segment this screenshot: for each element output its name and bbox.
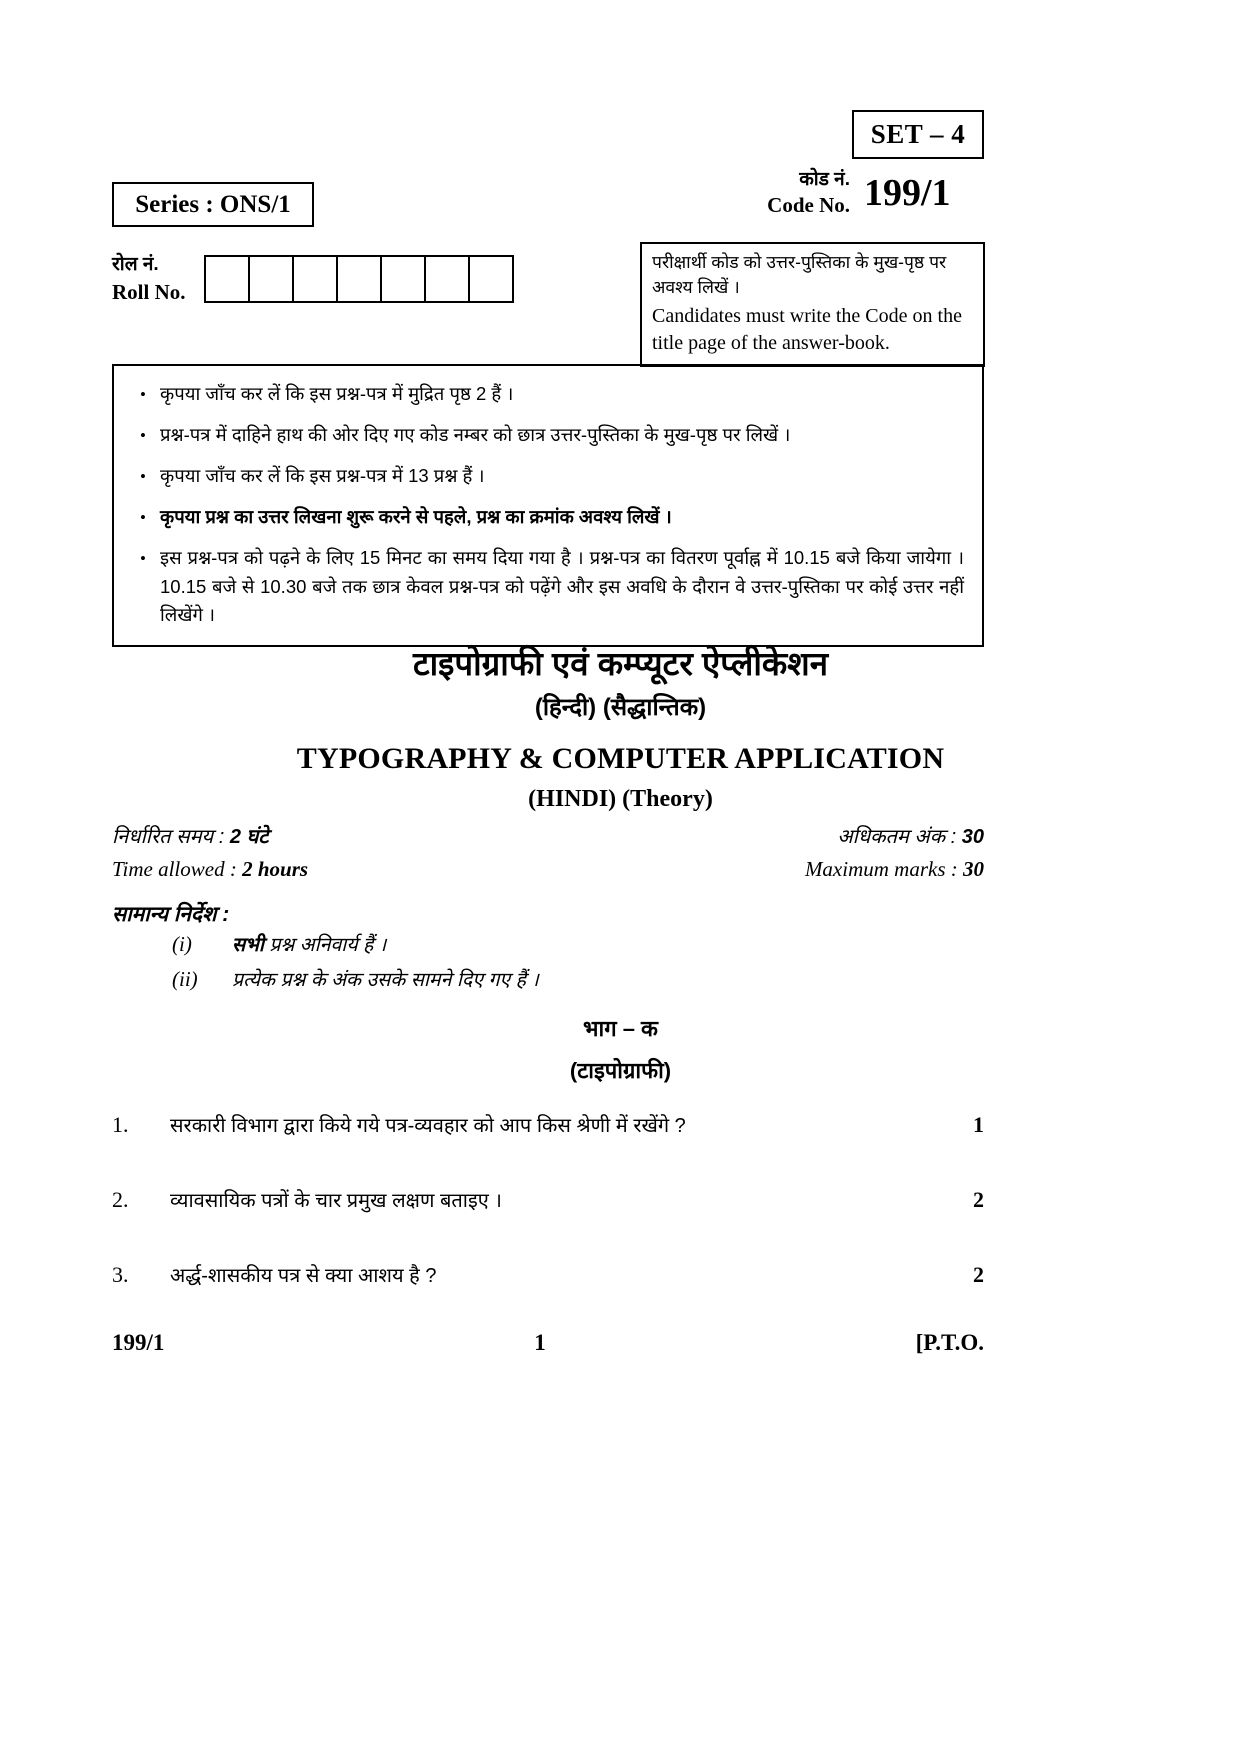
candidate-note-english: Candidates must write the Code on the title page of the answer-book. (652, 304, 962, 354)
section-subheading: (टाइपोग्राफी) (569, 1058, 672, 1083)
question-marks: 2 (973, 1262, 984, 1287)
roll-digit-cell[interactable] (294, 257, 338, 301)
instruction-item (126, 544, 964, 628)
bullet-icon: • (140, 385, 146, 404)
time-allowed-english-value: 2 hours (242, 857, 309, 881)
footer-pto: [P.T.O. (915, 1330, 984, 1355)
footer-page-number: 1 (534, 1330, 546, 1355)
general-instruction-rest: प्रश्न अनिवार्य हैं । (263, 934, 387, 956)
question-marks: 1 (973, 1112, 984, 1137)
question-row (112, 1112, 984, 1141)
roll-digit-cell[interactable] (250, 257, 294, 301)
general-instruction-number: (ii) (172, 967, 198, 992)
question-number: 1. (112, 1112, 129, 1137)
code-number-block (742, 168, 992, 218)
maximum-marks-english-label: Maximum marks (804, 857, 946, 881)
roll-number-field[interactable] (112, 252, 514, 306)
maximum-marks-english-value: 30 (963, 857, 984, 881)
roll-label-english: Roll No. (112, 279, 186, 304)
question-marks: 2 (973, 1187, 984, 1212)
maximum-marks-hindi-label: अधिकतम अंक (837, 826, 946, 848)
page-footer (112, 1330, 984, 1356)
general-instruction-number: (i) (172, 932, 192, 956)
general-instruction-emphasis: सभी (232, 934, 264, 956)
time-allowed-hindi-label: निर्धारित समय (112, 826, 214, 848)
general-instructions-heading: सामान्य निर्देश : (112, 903, 230, 926)
set-number-label: SET – 4 (870, 119, 966, 149)
question-number: 2. (112, 1187, 129, 1212)
code-number-value: 199/1 (864, 172, 951, 214)
paper-title-english: TYPOGRAPHY & COMPUTER APPLICATION (296, 742, 945, 775)
time-and-marks-row (112, 822, 984, 886)
roll-label-hindi: रोल नं. (112, 254, 159, 275)
series-box (112, 182, 314, 227)
bullet-icon: • (140, 467, 146, 487)
time-allowed-block (112, 822, 308, 886)
instruction-item (126, 421, 964, 449)
general-instruction-text (232, 932, 386, 959)
bullet-icon: • (140, 549, 146, 569)
bullet-icon: • (140, 426, 146, 446)
candidate-note-hindi: परीक्षार्थी कोड को उत्तर-पुस्तिका के मुख-पृष्ठ पर अवश्य लिखें । (652, 252, 947, 298)
candidate-code-note-box (640, 242, 985, 367)
instruction-text: प्रश्न-पत्र में दाहिने हाथ की ओर दिए गए कोड नम्बर को छात्र उत्तर-पुस्तिका के मुख-पृष्ठ पर लिखें । (160, 424, 791, 446)
time-allowed-english-label: Time allowed (112, 857, 225, 881)
roll-number-labels (112, 252, 204, 306)
code-labels (742, 168, 850, 218)
maximum-marks-block (805, 822, 984, 886)
question-text: सरकारी विभाग द्वारा किये गये पत्र-व्यवहार को आप किस श्रेणी में रखेंगे ? (170, 1115, 686, 1137)
paper-subtitle-hindi: (हिन्दी) (सैद्धान्तिक) (534, 694, 707, 721)
instructions-box (112, 364, 984, 647)
roll-digit-cell[interactable] (206, 257, 250, 301)
general-instructions-list (172, 932, 872, 1003)
maximum-marks-english: Maximum marks : 30 (804, 857, 984, 881)
time-allowed-english: Time allowed : 2 hours (112, 857, 309, 881)
time-allowed-hindi: निर्धारित समय : 2 घंटे (112, 826, 269, 848)
roll-digit-cell[interactable] (338, 257, 382, 301)
code-label-english: Code No. (767, 192, 850, 217)
instruction-item (126, 380, 964, 408)
section-heading: भाग – क (583, 1016, 658, 1041)
questions-list (112, 1112, 984, 1337)
general-instruction-item (172, 932, 872, 959)
bullet-icon: • (140, 508, 146, 528)
series-label: Series : ONS/1 (135, 190, 291, 218)
question-number: 3. (112, 1262, 129, 1287)
maximum-marks-hindi: अधिकतम अंक : 30 (837, 826, 984, 848)
roll-number-grid[interactable] (204, 255, 514, 303)
time-allowed-hindi-value: 2 घंटे (229, 826, 269, 848)
paper-subtitle-english: (HINDI) (Theory) (528, 786, 713, 812)
roll-digit-cell[interactable] (382, 257, 426, 301)
instruction-text: इस प्रश्न-पत्र को पढ़ने के लिए 15 मिनट का समय दिया गया है । प्रश्न-पत्र का वितरण पूर्वाह्न में 10.15 बजे किया जायेगा । 10.15 बजे से 10.30 बजे तक छात्र केवल प्रश्न-पत्र को पढ़ेंगे और इस अवधि के दौरान वे उत्तर-पुस्तिका पर कोई उत्तर नहीं लिखेंगे । (160, 547, 964, 625)
set-number-box (852, 110, 984, 159)
roll-digit-cell[interactable] (426, 257, 470, 301)
instruction-item (126, 503, 964, 531)
maximum-marks-hindi-value: 30 (961, 826, 984, 848)
instruction-text: कृपया प्रश्न का उत्तर लिखना शुरू करने से पहले, प्रश्न का क्रमांक अवश्य लिखें । (160, 506, 672, 528)
footer-code: 199/1 (112, 1330, 165, 1355)
paper-title-hindi: टाइपोग्राफी एवं कम्प्यूटर ऐप्लीकेशन (412, 645, 829, 682)
question-text: अर्द्ध-शासकीय पत्र से क्या आशय है ? (170, 1265, 437, 1287)
roll-digit-cell[interactable] (470, 257, 514, 301)
question-text: व्यावसायिक पत्रों के चार प्रमुख लक्षण बताइए । (170, 1190, 502, 1212)
general-instruction-item (172, 967, 872, 994)
question-row (112, 1262, 984, 1291)
code-label-hindi: कोड नं. (799, 169, 850, 190)
question-row (112, 1187, 984, 1216)
instruction-text: कृपया जाँच कर लें कि इस प्रश्न-पत्र में 13 प्रश्न हैं । (160, 465, 485, 487)
instruction-item (126, 462, 964, 490)
general-instruction-text: प्रत्येक प्रश्न के अंक उसके सामने दिए गए हैं । (232, 969, 539, 992)
instruction-text: कृपया जाँच कर लें कि इस प्रश्न-पत्र में मुद्रित पृष्ठ 2 हैं । (160, 383, 514, 404)
